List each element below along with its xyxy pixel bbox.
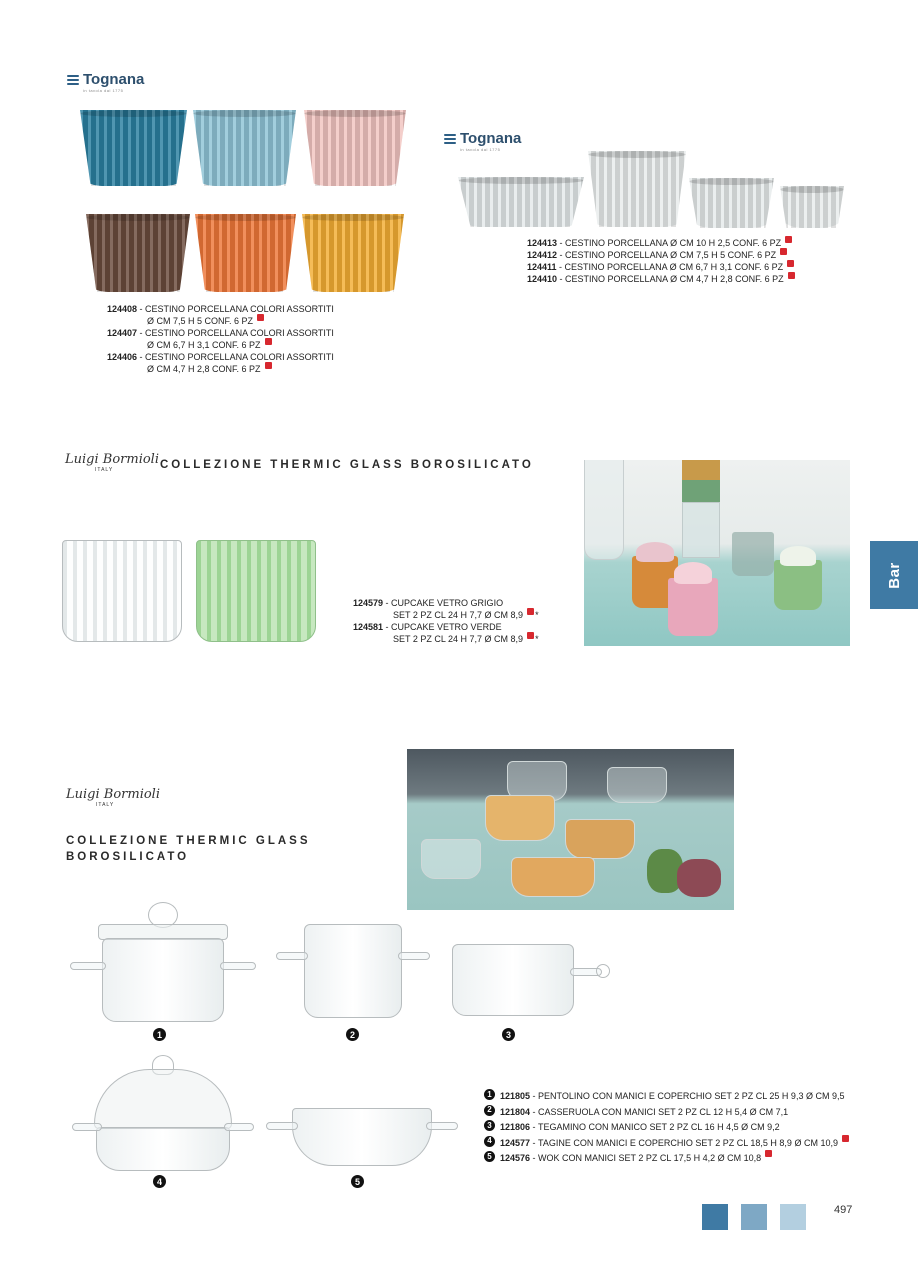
product-code: 124407: [107, 328, 138, 338]
cupcake-glass-green: [196, 540, 316, 642]
availability-dot: [765, 1150, 772, 1157]
product-size: Ø CM 7,5 H 5 CONF. 6 PZ: [147, 316, 254, 326]
product-row: 124407 - CESTINO PORCELLANA COLORI ASSORTITI: [107, 328, 334, 338]
product-code: 124413: [527, 238, 558, 248]
product-desc: CUPCAKE VETRO GRIGIO: [391, 598, 504, 608]
product-row: 2 121804 - CASSERUOLA CON MANICI SET 2 PZ CL 12 H 5,4 Ø CM 7,1: [484, 1105, 849, 1121]
section2-product-list: [527, 237, 795, 285]
product-desc: CESTINO PORCELLANA Ø CM 6,7 H 3,1 CONF. 6 PZ: [564, 262, 784, 272]
cupcake-glass-grey: [62, 540, 182, 642]
cup-pink: [304, 110, 406, 186]
footer-swatch-medium: [741, 1204, 767, 1230]
product-casseruola-image: [276, 922, 430, 1020]
white-cup-small: [780, 186, 844, 228]
bormioli-country: ITALY: [95, 467, 114, 473]
page-number: 497: [834, 1204, 853, 1216]
product-code: 124410: [527, 274, 558, 284]
product-desc: CESTINO PORCELLANA Ø CM 7,5 H 5 CONF. 6 PZ: [565, 250, 777, 260]
product-desc: CESTINO PORCELLANA COLORI ASSORTITI: [145, 352, 334, 362]
tognana-logo: [444, 131, 521, 153]
product-row: 4 124577 - TAGINE CON MANICI E COPERCHIO SET 2 PZ CL 18,5 H 8,9 Ø CM 10,9: [484, 1136, 849, 1152]
image-number-badge: 1: [153, 1028, 166, 1041]
cup-yellow: [302, 214, 404, 292]
product-desc: WOK CON MANICI SET 2 PZ CL 17,5 H 4,2 Ø CM 10,8: [538, 1153, 762, 1163]
footnote-mark: *: [535, 634, 539, 644]
availability-dot: [265, 362, 272, 369]
product-desc: CASSERUOLA CON MANICI SET 2 PZ CL 12 H 5,4 Ø CM 7,1: [538, 1106, 789, 1117]
section4-title: [66, 833, 311, 865]
availability-dot: [780, 248, 787, 255]
product-code: 124406: [107, 352, 138, 362]
product-size: Ø CM 6,7 H 3,1 CONF. 6 PZ: [147, 340, 261, 350]
bormioli-signature: Luigi Bormioli: [65, 452, 159, 467]
tognana-tagline: in tavola dal 1775: [83, 88, 124, 93]
cupcake-lifestyle-photo: [584, 460, 850, 646]
white-cup-medium: [689, 178, 774, 228]
product-row: 1 121805 - PENTOLINO CON MANICI E COPERCHIO SET 2 PZ CL 25 H 9,3 Ø CM 9,5: [484, 1089, 849, 1105]
product-desc: TEGAMINO CON MANICO SET 2 PZ CL 16 H 4,5 Ø CM 9,2: [538, 1122, 780, 1132]
availability-dot: [785, 236, 792, 243]
product-desc: CESTINO PORCELLANA Ø CM 4,7 H 2,8 CONF. 6 PZ: [565, 274, 784, 284]
white-cup-large-flat: [458, 177, 584, 227]
product-row-cont: [353, 633, 539, 645]
product-code: 124576: [500, 1153, 531, 1163]
section-tab-bar[interactable]: [870, 541, 918, 609]
tognana-wave-icon: [67, 75, 79, 85]
section1-product-list: [107, 303, 334, 375]
bormioli-logo: [65, 453, 159, 473]
item-number-badge: 1: [484, 1089, 495, 1100]
tognana-wordmark: Tognana: [83, 71, 145, 88]
section-tab-label: Bar: [885, 561, 903, 589]
image-number-badge: 2: [346, 1028, 359, 1041]
product-desc: TAGINE CON MANICI E COPERCHIO SET 2 PZ CL 18,5 H 8,9 Ø CM 10,9: [538, 1137, 838, 1148]
product-code: 121806: [500, 1122, 531, 1132]
product-row: 124410 - CESTINO PORCELLANA Ø CM 4,7 H 2,8 CONF. 6 PZ: [527, 273, 795, 285]
product-desc: CESTINO PORCELLANA Ø CM 10 H 2,5 CONF. 6 PZ: [565, 238, 782, 248]
section4-product-list: [484, 1089, 849, 1167]
product-row: 3 121806 - TEGAMINO CON MANICO SET 2 PZ CL 16 H 4,5 Ø CM 9,2: [484, 1120, 849, 1136]
cup-light-blue: [193, 110, 296, 186]
product-code: 124408: [107, 304, 138, 314]
bormioli-country: ITALY: [96, 802, 115, 808]
image-number-badge: 3: [502, 1028, 515, 1041]
product-row-cont: [107, 339, 334, 351]
product-pentolino-image: [70, 902, 256, 1026]
footer-swatch-light: [780, 1204, 806, 1230]
cup-brown: [86, 214, 190, 292]
white-cup-tall: [588, 151, 686, 227]
product-code: 121805: [500, 1091, 531, 1101]
item-number-badge: 4: [484, 1136, 495, 1147]
product-wok-image: [266, 1108, 458, 1170]
product-desc: CUPCAKE VETRO VERDE: [391, 622, 502, 632]
cookware-lifestyle-photo: [407, 749, 734, 910]
tognana-wordmark: Tognana: [460, 130, 522, 147]
product-row: 124406 - CESTINO PORCELLANA COLORI ASSORTITI: [107, 352, 334, 362]
product-row: 124581 - CUPCAKE VETRO VERDE: [353, 622, 502, 632]
availability-dot: [842, 1135, 849, 1142]
product-row: 124412 - CESTINO PORCELLANA Ø CM 7,5 H 5 CONF. 6 PZ: [527, 249, 795, 261]
bormioli-signature: Luigi Bormioli: [66, 787, 160, 802]
product-code: 121804: [500, 1106, 531, 1117]
section3-title: COLLEZIONE THERMIC GLASS BOROSILICATO: [160, 459, 534, 471]
footnote-mark: *: [535, 610, 539, 620]
product-row: 124411 - CESTINO PORCELLANA Ø CM 6,7 H 3,1 CONF. 6 PZ: [527, 261, 795, 273]
availability-dot: [257, 314, 264, 321]
section4-title-line2: BOROSILICATO: [66, 851, 190, 863]
image-number-badge: 4: [153, 1175, 166, 1188]
product-row: 124579 - CUPCAKE VETRO GRIGIO: [353, 598, 504, 608]
tognana-wave-icon: [444, 134, 456, 144]
product-row: 124413 - CESTINO PORCELLANA Ø CM 10 H 2,5 CONF. 6 PZ: [527, 237, 795, 249]
product-size: SET 2 PZ CL 24 H 7,7 Ø CM 8,9: [393, 634, 524, 644]
footer-swatch-dark: [702, 1204, 728, 1230]
item-number-badge: 5: [484, 1151, 495, 1162]
product-desc: CESTINO PORCELLANA COLORI ASSORTITI: [145, 328, 334, 338]
product-size: Ø CM 4,7 H 2,8 CONF. 6 PZ: [147, 364, 261, 374]
availability-dot: [787, 260, 794, 267]
tognana-tagline: in tavola dal 1775: [460, 147, 501, 152]
availability-dot: [527, 632, 534, 639]
product-row-cont: [107, 315, 334, 327]
product-code: 124411: [527, 262, 557, 272]
product-row: 5 124576 - WOK CON MANICI SET 2 PZ CL 17,5 H 4,2 Ø CM 10,8: [484, 1151, 849, 1167]
product-desc: CESTINO PORCELLANA COLORI ASSORTITI: [145, 304, 334, 314]
product-code: 124412: [527, 250, 558, 260]
product-row-cont: [107, 363, 334, 375]
cup-teal: [80, 110, 187, 186]
item-number-badge: 3: [484, 1120, 495, 1131]
product-size: SET 2 PZ CL 24 H 7,7 Ø CM 8,9: [393, 610, 524, 620]
product-row-cont: [353, 609, 539, 621]
product-tegamino-image: [452, 944, 612, 1020]
product-code: 124577: [500, 1137, 531, 1148]
product-tagine-image: [72, 1055, 254, 1173]
availability-dot: [788, 272, 795, 279]
product-desc: PENTOLINO CON MANICI E COPERCHIO SET 2 PZ CL 25 H 9,3 Ø CM 9,5: [538, 1091, 845, 1101]
tognana-logo: [67, 72, 144, 94]
product-code: 124581: [353, 622, 384, 632]
availability-dot: [527, 608, 534, 615]
product-code: 124579: [353, 598, 384, 608]
product-row: 124408 - CESTINO PORCELLANA COLORI ASSORTITI: [107, 304, 334, 314]
item-number-badge: 2: [484, 1105, 495, 1116]
section3-product-list: [353, 597, 539, 645]
section4-title-line1: COLLEZIONE THERMIC GLASS: [66, 835, 311, 847]
bormioli-logo: [66, 788, 160, 808]
availability-dot: [265, 338, 272, 345]
cup-orange: [195, 214, 296, 292]
image-number-badge: 5: [351, 1175, 364, 1188]
